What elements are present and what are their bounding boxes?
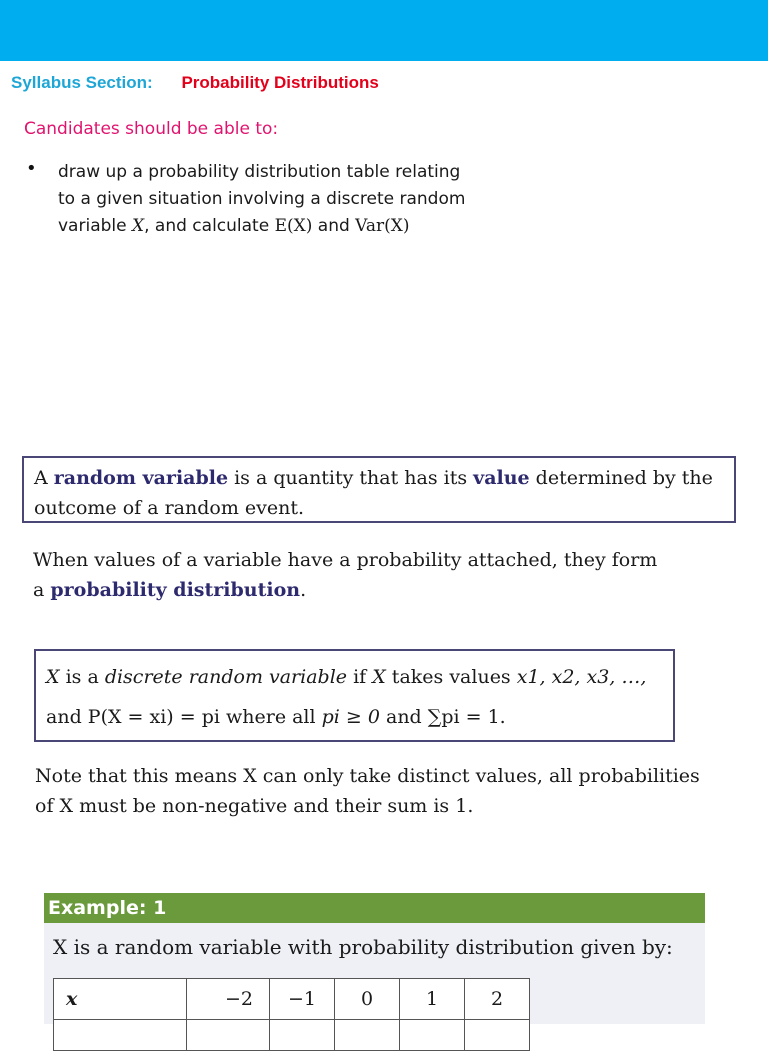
table-cell: 2 (465, 979, 530, 1020)
objective-line-3: variable X, and calculate E(X) and Var(X) (58, 216, 410, 236)
bullet-icon: • (26, 158, 37, 179)
random-variable-definition (22, 456, 736, 523)
top-banner (0, 0, 768, 61)
table-cell: 1 (400, 979, 465, 1020)
example-header: Example: 1 (44, 893, 705, 923)
objective-text (58, 159, 498, 240)
discrete-line-2: and P(X = xi) = pi where all pi ≥ 0 and ∑pi = 1. (46, 706, 506, 728)
syllabus-label: Syllabus Section: (11, 73, 153, 92)
distribution-table (53, 978, 530, 1051)
table-row (54, 979, 530, 1020)
table-cell: 0 (335, 979, 400, 1020)
definition-line-1: A random variable is a quantity that has its value determined by the (34, 467, 713, 489)
table-cell: −2 (187, 979, 270, 1020)
syllabus-section (11, 73, 379, 93)
objective-line-1: draw up a probability distribution table relating (58, 162, 461, 182)
table-cell: −1 (270, 979, 335, 1020)
definition-line-2: outcome of a random event. (34, 497, 305, 519)
objective-line-2: to a given situation involving a discrete random (58, 189, 466, 209)
table-header-cell: x (54, 979, 187, 1020)
probability-distribution-paragraph: When values of a variable have a probability attached, they form a probability distribution. (33, 549, 658, 601)
discrete-line-1: X is a discrete random variable if X takes values x1, x2, x3, …, (46, 666, 647, 688)
objectives-intro: Candidates should be able to: (24, 119, 279, 139)
note-paragraph: Note that this means X can only take distinct values, all probabilities of X must be non-negative and their sum is 1. (35, 765, 700, 817)
discrete-variable-definition (34, 649, 675, 742)
syllabus-value: Probability Distributions (181, 73, 379, 92)
table-row (54, 1020, 530, 1051)
example-body (44, 923, 705, 1024)
example-question: X is a random variable with probability distribution given by: (53, 935, 673, 959)
